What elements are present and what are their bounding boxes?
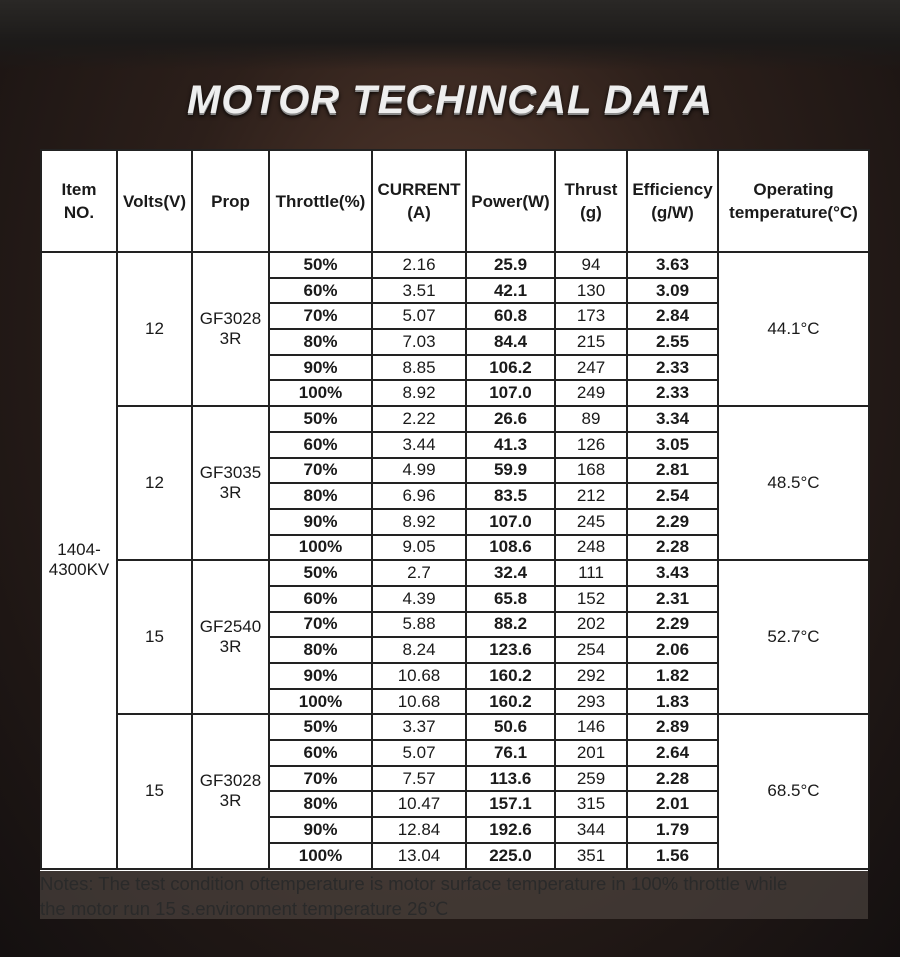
current-cell: 7.03 bbox=[372, 329, 466, 355]
header-current: CURRENT (A) bbox=[372, 150, 466, 252]
efficiency-cell: 1.82 bbox=[627, 663, 718, 689]
throttle-cell: 50% bbox=[269, 406, 372, 432]
efficiency-cell: 2.28 bbox=[627, 766, 718, 792]
throttle-cell: 100% bbox=[269, 689, 372, 715]
thrust-cell: 202 bbox=[555, 612, 627, 638]
efficiency-cell: 1.56 bbox=[627, 843, 718, 869]
thrust-cell: 212 bbox=[555, 483, 627, 509]
throttle-cell: 60% bbox=[269, 278, 372, 304]
current-cell: 8.24 bbox=[372, 637, 466, 663]
table-header-row bbox=[41, 150, 869, 252]
throttle-cell: 90% bbox=[269, 509, 372, 535]
power-cell: 107.0 bbox=[466, 509, 555, 535]
thrust-cell: 247 bbox=[555, 355, 627, 381]
efficiency-cell: 1.79 bbox=[627, 817, 718, 843]
thrust-cell: 146 bbox=[555, 714, 627, 740]
data-sheet bbox=[40, 149, 868, 871]
throttle-cell: 50% bbox=[269, 252, 372, 278]
current-cell: 4.39 bbox=[372, 586, 466, 612]
volts-cell: 12 bbox=[117, 406, 192, 560]
power-cell: 106.2 bbox=[466, 355, 555, 381]
throttle-cell: 60% bbox=[269, 586, 372, 612]
thrust-cell: 248 bbox=[555, 535, 627, 561]
item-no-cell: 1404- 4300KV bbox=[41, 252, 117, 869]
table-row bbox=[41, 406, 869, 432]
test-notes bbox=[40, 871, 868, 919]
throttle-cell: 50% bbox=[269, 560, 372, 586]
thrust-cell: 152 bbox=[555, 586, 627, 612]
efficiency-cell: 2.06 bbox=[627, 637, 718, 663]
thrust-cell: 94 bbox=[555, 252, 627, 278]
power-cell: 60.8 bbox=[466, 303, 555, 329]
current-cell: 3.37 bbox=[372, 714, 466, 740]
throttle-cell: 80% bbox=[269, 329, 372, 355]
thrust-cell: 245 bbox=[555, 509, 627, 535]
efficiency-cell: 2.01 bbox=[627, 791, 718, 817]
header-throttle: Throttle(%) bbox=[269, 150, 372, 252]
operating-temperature-cell: 52.7°C bbox=[718, 560, 869, 714]
thrust-cell: 201 bbox=[555, 740, 627, 766]
power-cell: 123.6 bbox=[466, 637, 555, 663]
prop-cell: GF3035 3R bbox=[192, 406, 269, 560]
throttle-cell: 80% bbox=[269, 483, 372, 509]
thrust-cell: 215 bbox=[555, 329, 627, 355]
power-cell: 32.4 bbox=[466, 560, 555, 586]
thrust-cell: 315 bbox=[555, 791, 627, 817]
power-cell: 160.2 bbox=[466, 663, 555, 689]
top-background-band bbox=[0, 0, 900, 70]
thrust-cell: 249 bbox=[555, 380, 627, 406]
throttle-cell: 90% bbox=[269, 663, 372, 689]
current-cell: 3.51 bbox=[372, 278, 466, 304]
efficiency-cell: 2.84 bbox=[627, 303, 718, 329]
efficiency-cell: 3.34 bbox=[627, 406, 718, 432]
power-cell: 84.4 bbox=[466, 329, 555, 355]
efficiency-cell: 2.31 bbox=[627, 586, 718, 612]
power-cell: 160.2 bbox=[466, 689, 555, 715]
power-cell: 157.1 bbox=[466, 791, 555, 817]
current-cell: 13.04 bbox=[372, 843, 466, 869]
table-row bbox=[41, 252, 869, 278]
header-volts: Volts(V) bbox=[117, 150, 192, 252]
prop-cell: GF3028 3R bbox=[192, 252, 269, 406]
throttle-cell: 70% bbox=[269, 458, 372, 484]
efficiency-cell: 2.33 bbox=[627, 380, 718, 406]
thrust-cell: 111 bbox=[555, 560, 627, 586]
power-cell: 65.8 bbox=[466, 586, 555, 612]
current-cell: 2.7 bbox=[372, 560, 466, 586]
throttle-cell: 60% bbox=[269, 432, 372, 458]
throttle-cell: 100% bbox=[269, 843, 372, 869]
table-body bbox=[41, 252, 869, 869]
efficiency-cell: 3.05 bbox=[627, 432, 718, 458]
thrust-cell: 168 bbox=[555, 458, 627, 484]
power-cell: 50.6 bbox=[466, 714, 555, 740]
efficiency-cell: 3.43 bbox=[627, 560, 718, 586]
current-cell: 10.68 bbox=[372, 689, 466, 715]
current-cell: 4.99 bbox=[372, 458, 466, 484]
efficiency-cell: 1.83 bbox=[627, 689, 718, 715]
efficiency-cell: 2.89 bbox=[627, 714, 718, 740]
current-cell: 7.57 bbox=[372, 766, 466, 792]
current-cell: 2.22 bbox=[372, 406, 466, 432]
current-cell: 8.85 bbox=[372, 355, 466, 381]
power-cell: 108.6 bbox=[466, 535, 555, 561]
efficiency-cell: 2.64 bbox=[627, 740, 718, 766]
current-cell: 5.88 bbox=[372, 612, 466, 638]
efficiency-cell: 2.55 bbox=[627, 329, 718, 355]
operating-temperature-cell: 68.5°C bbox=[718, 714, 869, 868]
prop-cell: GF2540 3R bbox=[192, 560, 269, 714]
power-cell: 113.6 bbox=[466, 766, 555, 792]
current-cell: 6.96 bbox=[372, 483, 466, 509]
throttle-cell: 80% bbox=[269, 637, 372, 663]
efficiency-cell: 3.09 bbox=[627, 278, 718, 304]
power-cell: 41.3 bbox=[466, 432, 555, 458]
efficiency-cell: 2.81 bbox=[627, 458, 718, 484]
notes-line-1: Notes: The test condition oftemperature is motor surface temperature in 100% throttle while bbox=[40, 873, 788, 894]
motor-data-table bbox=[40, 149, 870, 870]
current-cell: 8.92 bbox=[372, 509, 466, 535]
prop-cell: GF3028 3R bbox=[192, 714, 269, 868]
throttle-cell: 90% bbox=[269, 355, 372, 381]
throttle-cell: 60% bbox=[269, 740, 372, 766]
operating-temperature-cell: 44.1°C bbox=[718, 252, 869, 406]
throttle-cell: 90% bbox=[269, 817, 372, 843]
current-cell: 9.05 bbox=[372, 535, 466, 561]
volts-cell: 12 bbox=[117, 252, 192, 406]
efficiency-cell: 3.63 bbox=[627, 252, 718, 278]
power-cell: 59.9 bbox=[466, 458, 555, 484]
current-cell: 10.47 bbox=[372, 791, 466, 817]
thrust-cell: 126 bbox=[555, 432, 627, 458]
table-row bbox=[41, 714, 869, 740]
thrust-cell: 259 bbox=[555, 766, 627, 792]
header-thrust: Thrust (g) bbox=[555, 150, 627, 252]
throttle-cell: 100% bbox=[269, 535, 372, 561]
power-cell: 26.6 bbox=[466, 406, 555, 432]
throttle-cell: 50% bbox=[269, 714, 372, 740]
efficiency-cell: 2.29 bbox=[627, 509, 718, 535]
throttle-cell: 80% bbox=[269, 791, 372, 817]
page-title: MOTOR TECHINCAL DATA bbox=[187, 78, 713, 122]
operating-temperature-cell: 48.5°C bbox=[718, 406, 869, 560]
volts-cell: 15 bbox=[117, 560, 192, 714]
thrust-cell: 254 bbox=[555, 637, 627, 663]
current-cell: 3.44 bbox=[372, 432, 466, 458]
thrust-cell: 130 bbox=[555, 278, 627, 304]
thrust-cell: 293 bbox=[555, 689, 627, 715]
efficiency-cell: 2.54 bbox=[627, 483, 718, 509]
thrust-cell: 89 bbox=[555, 406, 627, 432]
volts-cell: 15 bbox=[117, 714, 192, 868]
table-row bbox=[41, 560, 869, 586]
current-cell: 12.84 bbox=[372, 817, 466, 843]
thrust-cell: 351 bbox=[555, 843, 627, 869]
current-cell: 2.16 bbox=[372, 252, 466, 278]
throttle-cell: 70% bbox=[269, 612, 372, 638]
header-operating-temperature: Operating temperature(°C) bbox=[718, 150, 869, 252]
power-cell: 88.2 bbox=[466, 612, 555, 638]
current-cell: 5.07 bbox=[372, 740, 466, 766]
power-cell: 76.1 bbox=[466, 740, 555, 766]
notes-line-2: the motor run 15 s.environment temperature 26℃ bbox=[40, 898, 449, 919]
header-item-no: Item NO. bbox=[41, 150, 117, 252]
current-cell: 8.92 bbox=[372, 380, 466, 406]
power-cell: 25.9 bbox=[466, 252, 555, 278]
header-prop: Prop bbox=[192, 150, 269, 252]
header-efficiency: Efficiency (g/W) bbox=[627, 150, 718, 252]
current-cell: 10.68 bbox=[372, 663, 466, 689]
thrust-cell: 344 bbox=[555, 817, 627, 843]
power-cell: 107.0 bbox=[466, 380, 555, 406]
throttle-cell: 70% bbox=[269, 766, 372, 792]
power-cell: 42.1 bbox=[466, 278, 555, 304]
throttle-cell: 100% bbox=[269, 380, 372, 406]
thrust-cell: 292 bbox=[555, 663, 627, 689]
efficiency-cell: 2.33 bbox=[627, 355, 718, 381]
thrust-cell: 173 bbox=[555, 303, 627, 329]
power-cell: 192.6 bbox=[466, 817, 555, 843]
power-cell: 225.0 bbox=[466, 843, 555, 869]
power-cell: 83.5 bbox=[466, 483, 555, 509]
header-power: Power(W) bbox=[466, 150, 555, 252]
throttle-cell: 70% bbox=[269, 303, 372, 329]
current-cell: 5.07 bbox=[372, 303, 466, 329]
efficiency-cell: 2.29 bbox=[627, 612, 718, 638]
efficiency-cell: 2.28 bbox=[627, 535, 718, 561]
